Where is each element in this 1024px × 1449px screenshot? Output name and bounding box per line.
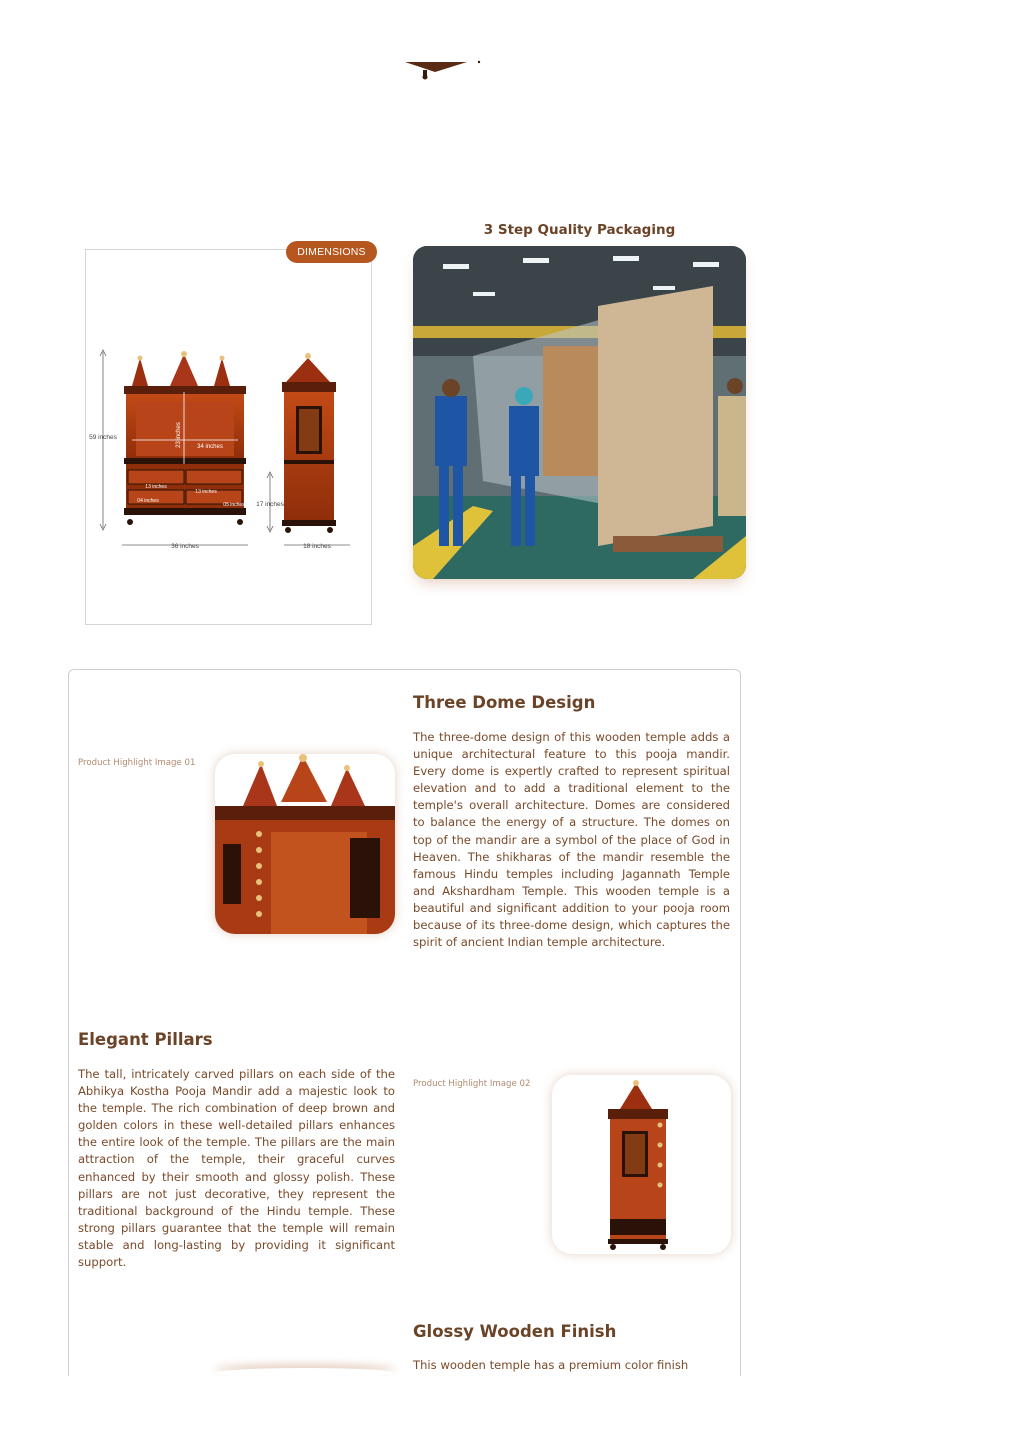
dimensions-badge: DIMENSIONS [286, 241, 377, 263]
dim-label-top-height: 23 inches [176, 422, 182, 448]
page-bottom-blank [0, 1376, 1024, 1449]
packaging-title: 3 Step Quality Packaging [483, 222, 676, 238]
dim-label-drawer-h1: 04 inches [137, 498, 159, 504]
dim-label-depth: 18 inches [303, 543, 331, 550]
highlight-text-glossy-finish: This wooden temple has a premium color finish [413, 1358, 689, 1372]
dim-label-drawer-w2: 13 inches [195, 489, 217, 495]
highlight-caption-01: Product Highlight Image 01 [78, 758, 196, 768]
highlight-caption-02: Product Highlight Image 02 [413, 1079, 531, 1089]
dim-label-total-width: 36 inches [171, 543, 199, 550]
dim-label-drawer-h2: 05 inches [223, 502, 245, 508]
highlight-heading-three-dome: Three Dome Design [413, 693, 596, 712]
packaging-photo [413, 246, 746, 579]
dim-label-inner-width: 34 inches [197, 444, 223, 450]
highlight-heading-elegant-pillars: Elegant Pillars [78, 1030, 213, 1049]
dim-label-drawer-w1: 13 inches [145, 484, 167, 490]
highlight-image-01 [215, 754, 395, 934]
highlight-text-three-dome: The three-dome design of this wooden temple adds a unique architectural feature to this pooja mandir. Every dome is expertly crafted to represent spiritual elevation and to add a traditional element to the temple's overall architecture. Domes are considered to balance the energy of a structure. The domes on top of the mandir are a symbol of the place of God in Heaven. The shikharas of the mandir resemble the famous Hindu temples including Jagannath Temple and Akshardham Temple. This wooden temple is a beautiful and significant addition to your pooja room because of its three-dome design, which captures the spirit of ancient Indian temple architecture. [413, 730, 730, 950]
dim-label-height: 59 inches [89, 434, 117, 441]
dim-label-base-height: 17 inches [256, 501, 284, 508]
dimensions-diagram [88, 340, 368, 560]
highlight-text-elegant-pillars: The tall, intricately carved pillars on each side of the Abhikya Kostha Pooja Mandir add a majestic look to the temple. The rich combination of deep brown and golden colors in these well-detailed pillars enhances the entire look of the temple. The pillars are the main attraction of the temple, their graceful curves enhanced by their smooth and glossy polish. These pillars are not just decorative, they represent the traditional background of the Hindu temple. These strong pillars guarantee that the temple will remain stable and long-lasting by providing it significant support. [78, 1067, 395, 1270]
top-product-image-fragment [405, 58, 485, 80]
highlight-heading-glossy-finish: Glossy Wooden Finish [413, 1322, 617, 1341]
highlight-image-02 [552, 1075, 731, 1254]
